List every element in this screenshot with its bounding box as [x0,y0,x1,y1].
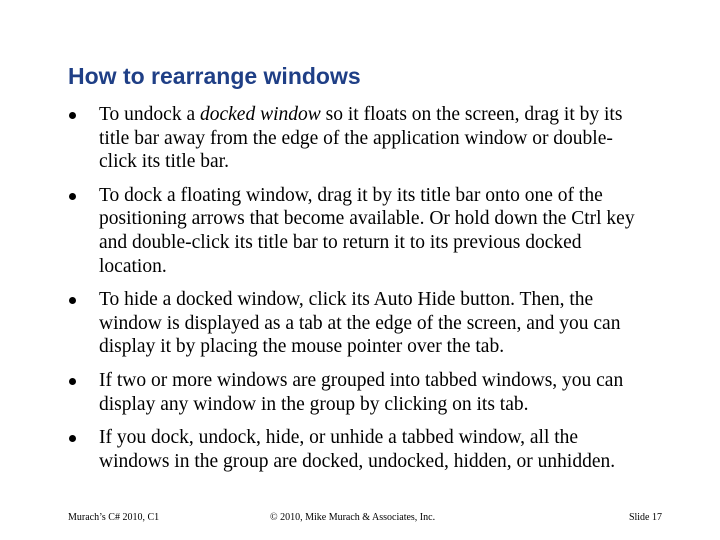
bullet-text-segment: To hide a docked window, click its Auto Hide button. Then, the window is displayed as a tab at the edge of the screen, and you can display it by placing the mouse pointer over the tab. [99,289,621,358]
bullet-text-segment: so it floats on the screen, drag it by its title bar away from the edge of the application window or double-click its title bar. [99,104,623,173]
slide-title: How to rearrange windows [68,63,361,89]
footer-slide-number: Slide 17 [628,512,662,523]
bullet-text-segment: To dock a floating window, drag it by its title bar onto one of the positioning arrows that become available. Or hold down the Ctrl key and double-click its title bar to return it to its previous docked location. [99,184,635,277]
bullet-text [99,104,622,172]
bullet-text [99,370,623,415]
bullet-item [68,426,648,473]
bullet-text [99,289,620,357]
bullet-item [68,184,648,278]
bullet-list [68,103,648,483]
bullet-item [68,103,648,174]
bullet-item [68,369,648,416]
bullet-text-emphasis: docked window [200,104,321,125]
bullet-dot-icon [69,193,76,200]
bullet-item [68,288,648,359]
footer-copyright: © 2010, Mike Murach & Associates, Inc. [270,512,436,523]
bullet-dot-icon [69,435,76,442]
bullet-dot-icon [69,297,76,304]
bullet-dot-icon [69,112,76,119]
bullet-text-segment: To undock a [99,104,200,125]
bullet-text [99,427,615,472]
bullet-text-segment: If you dock, undock, hide, or unhide a tabbed window, all the windows in the group are docked, undocked, hidden, or unhidden. [99,427,616,472]
footer-course: Murach’s C# 2010, C1 [68,512,160,523]
bullet-text-segment: If two or more windows are grouped into tabbed windows, you can display any window in the group by clicking on its tab. [99,369,624,415]
bullet-text [99,185,635,277]
bullet-dot-icon [69,378,76,385]
